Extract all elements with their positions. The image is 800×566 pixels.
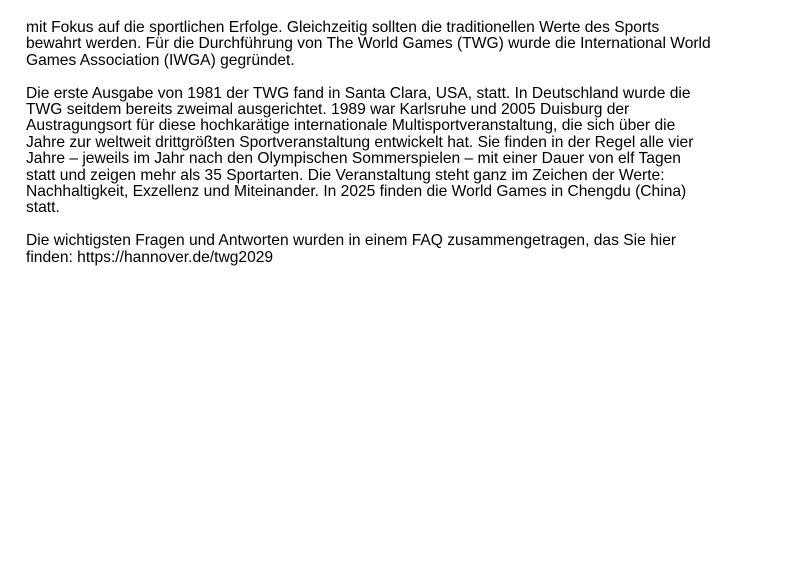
paragraph-iwga-founding: mit Fokus auf die sportlichen Erfolge. Gleichzeitig sollten die traditionellen Werte des Sports bewahrt werden. Für die Durchführung von The World Games (TWG) wurde die International World Games Association (IWGA) gegründet. [26, 19, 711, 69]
document-page [26, 20, 782, 282]
paragraph-twg-history: Die erste Ausgabe von 1981 der TWG fand in Santa Clara, USA, statt. In Deutschland wurde die TWG seitdem bereits zweimal ausgerichtet. 1989 war Karlsruhe und 2005 Duisburg der Austragungsort für diese hochkarätige internationale Multisportveranstaltung, die sich über die Jahre zur weltweit drittgrößten Sportveranstaltung entwickelt hat. Sie finden in der Regel alle vier Jahre – jeweils im Jahr nach den Olympischen Sommerspielen – mit einer Dauer von elf Tagen statt und zeigen mehr als 35 Sportarten. Die Veranstaltung steht ganz im Zeichen der Werte: Nachhaltigkeit, Exzellenz und Miteinander. In 2025 finden die World Games in Chengdu (China) statt. [26, 84, 694, 217]
paragraph-faq-link: Die wichtigsten Fragen und Antworten wurden in einem FAQ zusammengetragen, das Sie hier finden: https://hannover.de/twg2029 [26, 232, 677, 266]
